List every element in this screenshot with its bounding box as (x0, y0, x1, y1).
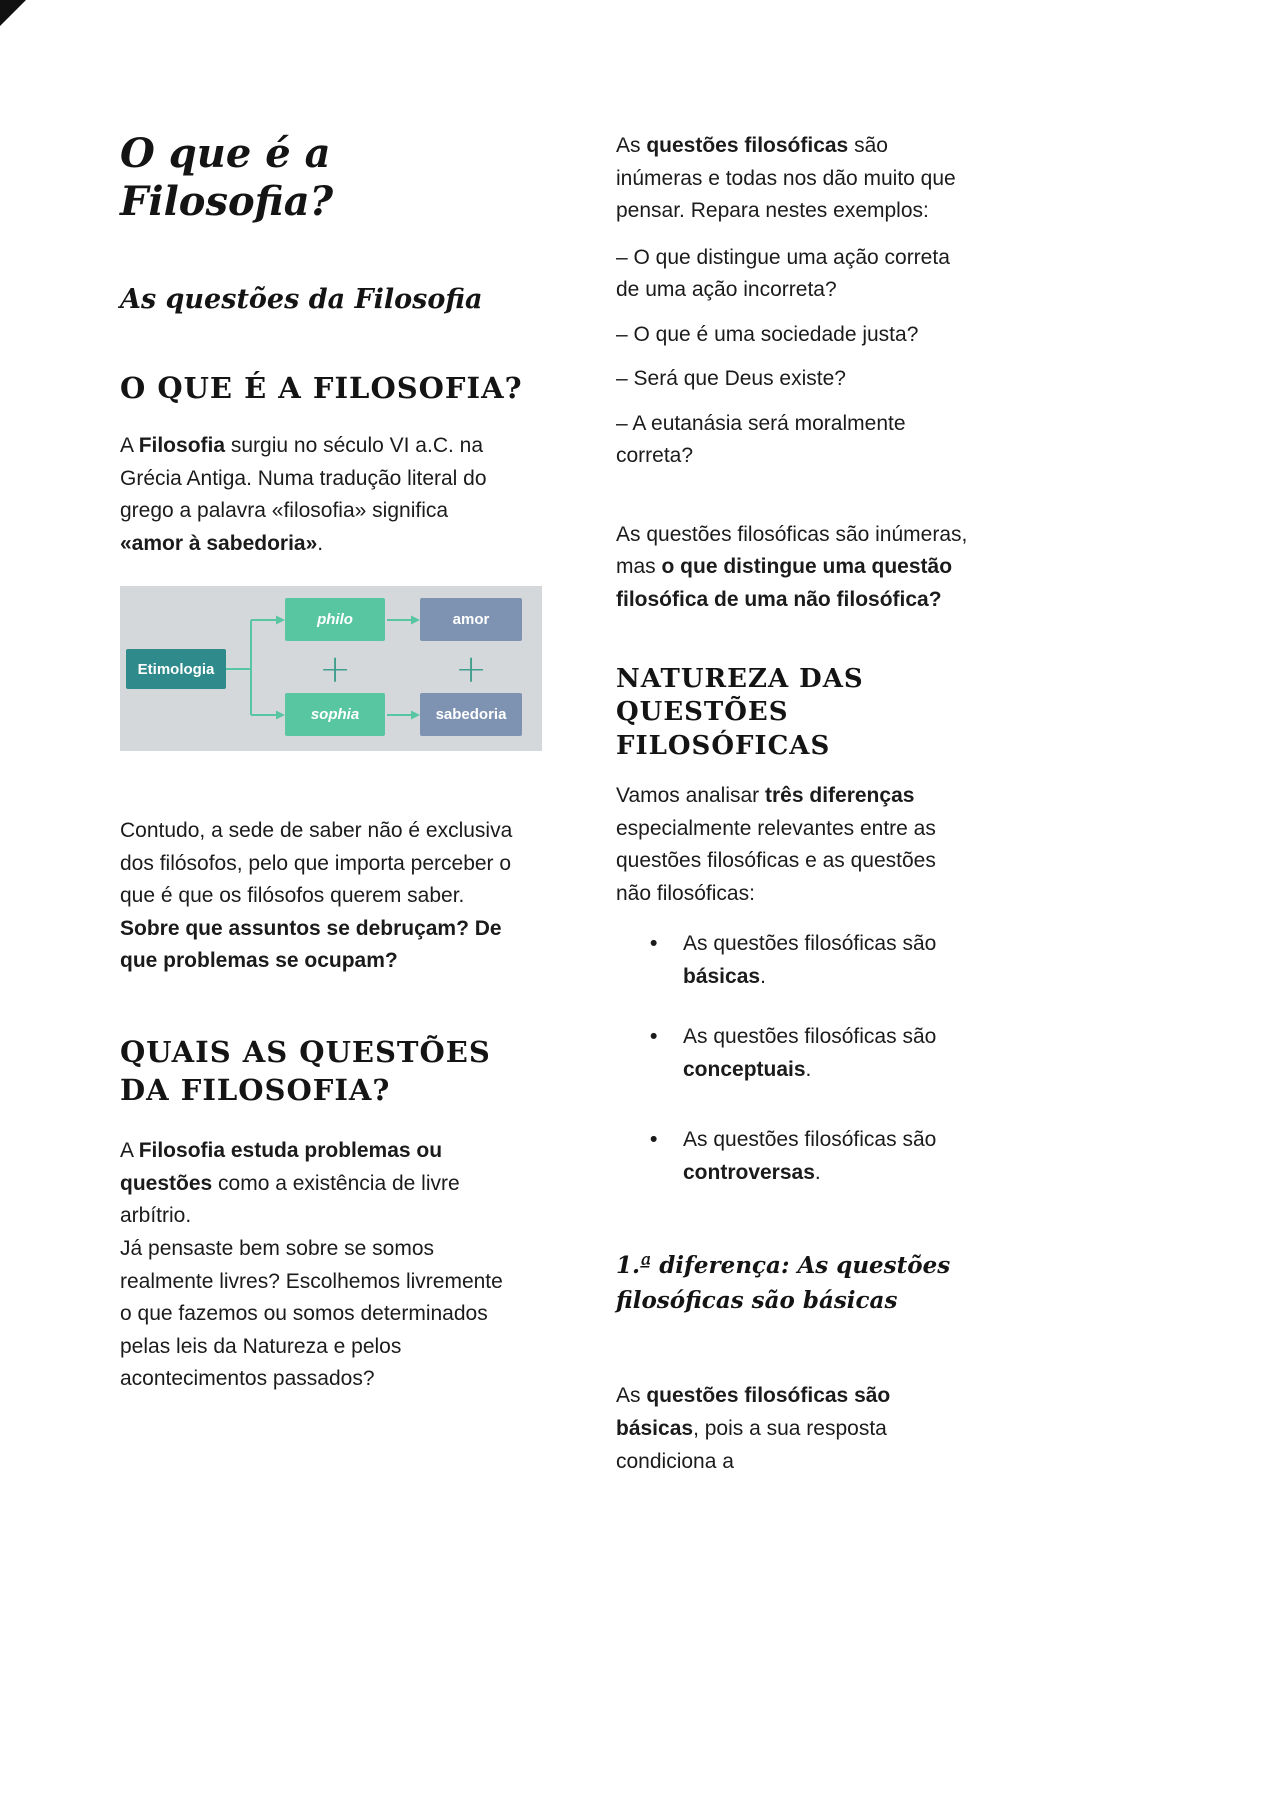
bullet-icon: • (650, 1025, 658, 1049)
plus-icon: + (319, 647, 351, 692)
bullet-icon: • (650, 932, 658, 956)
paragraph-three-differences: Vamos analisar três diferenças especialmente relevantes entre as questões filosóficas e as questões não filosóficas: (616, 783, 936, 905)
question-item: – O que é uma sociedade justa? (616, 322, 919, 346)
diagram-box-amor: amor (420, 598, 522, 641)
paragraph-free-will: Já pensaste bem sobre se somos realmente livres? Escolhemos livremente o que fazemos ou somos determinados pelas leis da Natureza e pelos acontecimentos passados? (120, 1237, 503, 1391)
bullet-text-basicas: As questões filosóficas são básicas. (683, 932, 937, 988)
paragraph-thirst-for-knowledge: Contudo, a sede de saber não é exclusiva dos filósofos, pelo que importa perceber o que é que os filósofos querem saber. Sobre que assuntos se debruçam? De que problemas se ocupam? (120, 819, 513, 973)
paragraph-what-distinguishes: As questões filosóficas são inúmeras, mas o que distingue uma questão filosófica de uma não filosófica? (616, 522, 968, 612)
corner-mark (0, 0, 26, 26)
paragraph-philosophical-questions-intro: As questões filosóficas são inúmeras e todas nos dão muito que pensar. Repara nestes exemplos: (616, 134, 956, 223)
plus-icon: + (455, 647, 487, 692)
section-heading-nature-of-questions: NATUREZA DAS QUESTÕES FILOSÓFICAS (616, 663, 864, 762)
subsection-heading-first-difference: 1.ª diferença: As questões filosóficas são básicas (616, 1252, 951, 1314)
paragraph-philosophy-studies: A Filosofia estuda problemas ou questões como a existência de livre arbítrio. (120, 1139, 460, 1228)
right-column (616, 130, 968, 1478)
bullet-text-controversas: As questões filosóficas são controversas. (683, 1128, 937, 1184)
bullet-item (616, 928, 968, 993)
diagram-box-philo: philo (285, 598, 385, 641)
paragraph-philosophy-origin: A Filosofia surgiu no século VI a.C. na Grécia Antiga. Numa tradução literal do grego a palavra «filosofia» significa «amor à sabedoria». (120, 434, 487, 555)
question-item: – A eutanásia será moralmente correta? (616, 411, 906, 468)
paragraph-basic-questions: As questões filosóficas são básicas, pois a sua resposta condiciona a (616, 1384, 891, 1473)
question-item: – Será que Deus existe? (616, 367, 846, 391)
diagram-box-sophia: sophia (285, 693, 385, 736)
bullet-icon: • (650, 1128, 658, 1152)
bullet-item (616, 1021, 968, 1086)
diagram-box-sabedoria: sabedoria (420, 693, 522, 736)
section-heading-what-is-philosophy: O QUE É A FILOSOFIA? (120, 371, 523, 406)
diagram-box-etimologia: Etimologia (126, 649, 226, 689)
left-column (120, 130, 542, 1396)
doc-subtitle: As questões da Filosofia (120, 284, 483, 315)
bullet-item (616, 1124, 968, 1189)
bullet-text-conceptuais: As questões filosóficas são conceptuais. (683, 1025, 937, 1081)
question-item: – O que distingue uma ação correta de uma ação incorreta? (616, 245, 950, 302)
doc-title: O que é a Filosofia? (120, 130, 334, 225)
etymology-diagram (120, 586, 542, 751)
section-heading-which-questions: QUAIS AS QUESTÕES DA FILOSOFIA? (120, 1035, 491, 1107)
